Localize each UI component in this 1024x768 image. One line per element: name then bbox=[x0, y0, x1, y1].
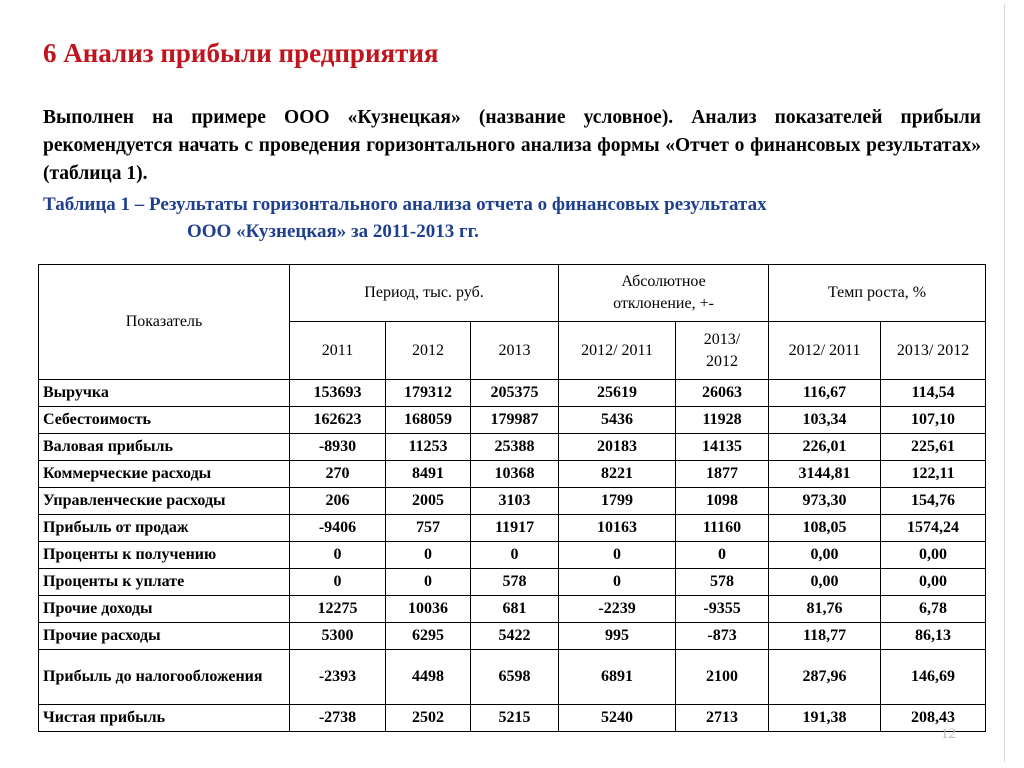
table-row bbox=[39, 488, 986, 515]
cell-v2011: 206 bbox=[290, 488, 386, 515]
cell-v2011: -2738 bbox=[290, 705, 386, 732]
header-growth-2012-2011: 2012/ 2011 bbox=[769, 322, 881, 380]
cell-d2: 26063 bbox=[676, 380, 769, 407]
cell-d2: 11928 bbox=[676, 407, 769, 434]
row-indicator-name: Управленческие расходы bbox=[39, 488, 290, 515]
cell-g1: 973,30 bbox=[769, 488, 881, 515]
cell-v2011: 12275 bbox=[290, 596, 386, 623]
cell-v2013: 5422 bbox=[471, 623, 559, 650]
cell-v2012: 4498 bbox=[386, 650, 471, 705]
cell-v2013: 578 bbox=[471, 569, 559, 596]
table-caption bbox=[43, 191, 981, 245]
table-row bbox=[39, 542, 986, 569]
table-row bbox=[39, 461, 986, 488]
cell-d2: 14135 bbox=[676, 434, 769, 461]
cell-v2011: -8930 bbox=[290, 434, 386, 461]
header-dev-2013-2012 bbox=[676, 322, 769, 380]
cell-g2: 86,13 bbox=[881, 623, 986, 650]
cell-g2: 154,76 bbox=[881, 488, 986, 515]
cell-d1: 10163 bbox=[559, 515, 676, 542]
cell-v2013: 11917 bbox=[471, 515, 559, 542]
cell-v2013: 5215 bbox=[471, 705, 559, 732]
table-caption-line2: ООО «Кузнецкая» за 2011-2013 гг. bbox=[187, 221, 479, 242]
cell-g2: 0,00 bbox=[881, 569, 986, 596]
cell-d1: 5240 bbox=[559, 705, 676, 732]
row-indicator-name: Прибыль от продаж bbox=[39, 515, 290, 542]
header-growth-rate: Темп роста, % bbox=[769, 265, 986, 322]
header-growth-2013-2012: 2013/ 2012 bbox=[881, 322, 986, 380]
page-number: 12 bbox=[941, 726, 956, 742]
table-row bbox=[39, 623, 986, 650]
row-indicator-name: Чистая прибыль bbox=[39, 705, 290, 732]
cell-v2013: 3103 bbox=[471, 488, 559, 515]
cell-g1: 103,34 bbox=[769, 407, 881, 434]
table-caption-line1: Таблица 1 – Результаты горизонтального анализа отчета о финансовых результатах bbox=[43, 194, 767, 215]
cell-g1: 226,01 bbox=[769, 434, 881, 461]
cell-d1: 8221 bbox=[559, 461, 676, 488]
table-row bbox=[39, 705, 986, 732]
cell-v2012: 0 bbox=[386, 569, 471, 596]
cell-d1: 5436 bbox=[559, 407, 676, 434]
cell-d1: 995 bbox=[559, 623, 676, 650]
cell-d1: -2239 bbox=[559, 596, 676, 623]
cell-g2: 114,54 bbox=[881, 380, 986, 407]
row-indicator-name: Валовая прибыль bbox=[39, 434, 290, 461]
cell-v2011: -9406 bbox=[290, 515, 386, 542]
cell-v2013: 681 bbox=[471, 596, 559, 623]
table-row bbox=[39, 569, 986, 596]
cell-v2011: 0 bbox=[290, 542, 386, 569]
cell-v2013: 0 bbox=[471, 542, 559, 569]
cell-g2: 6,78 bbox=[881, 596, 986, 623]
header-row-groups bbox=[39, 265, 986, 322]
cell-g2: 122,11 bbox=[881, 461, 986, 488]
cell-v2012: 10036 bbox=[386, 596, 471, 623]
cell-v2011: 162623 bbox=[290, 407, 386, 434]
table-row bbox=[39, 650, 986, 705]
cell-v2013: 205375 bbox=[471, 380, 559, 407]
cell-g1: 0,00 bbox=[769, 569, 881, 596]
cell-g1: 81,76 bbox=[769, 596, 881, 623]
cell-g1: 0,00 bbox=[769, 542, 881, 569]
cell-v2012: 179312 bbox=[386, 380, 471, 407]
table-row bbox=[39, 434, 986, 461]
cell-v2013: 179987 bbox=[471, 407, 559, 434]
cell-g1: 3144,81 bbox=[769, 461, 881, 488]
cell-d2: 11160 bbox=[676, 515, 769, 542]
slide-title: 6 Анализ прибыли предприятия bbox=[43, 38, 439, 68]
header-abs-deviation-line1: Абсолютное bbox=[621, 273, 706, 290]
cell-v2012: 8491 bbox=[386, 461, 471, 488]
cell-v2012: 6295 bbox=[386, 623, 471, 650]
cell-g1: 116,67 bbox=[769, 380, 881, 407]
cell-g1: 108,05 bbox=[769, 515, 881, 542]
header-abs-deviation-line2: отклонение, +- bbox=[613, 295, 714, 312]
cell-d1: 20183 bbox=[559, 434, 676, 461]
header-indicator: Показатель bbox=[39, 265, 290, 380]
financial-results-table bbox=[38, 264, 986, 732]
cell-v2011: -2393 bbox=[290, 650, 386, 705]
cell-v2011: 5300 bbox=[290, 623, 386, 650]
row-indicator-name: Проценты к уплате bbox=[39, 569, 290, 596]
cell-d2: 0 bbox=[676, 542, 769, 569]
cell-d2: -873 bbox=[676, 623, 769, 650]
row-indicator-name: Себестоимость bbox=[39, 407, 290, 434]
cell-v2012: 757 bbox=[386, 515, 471, 542]
cell-g2: 225,61 bbox=[881, 434, 986, 461]
cell-d1: 0 bbox=[559, 542, 676, 569]
header-dev-2013-2012-line2: 2012 bbox=[706, 352, 739, 370]
cell-g1: 287,96 bbox=[769, 650, 881, 705]
cell-d2: -9355 bbox=[676, 596, 769, 623]
table-row bbox=[39, 380, 986, 407]
cell-g2: 107,10 bbox=[881, 407, 986, 434]
cell-v2011: 153693 bbox=[290, 380, 386, 407]
cell-d2: 1098 bbox=[676, 488, 769, 515]
header-period: Период, тыс. руб. bbox=[290, 265, 559, 322]
header-dev-2012-2011: 2012/ 2011 bbox=[559, 322, 676, 380]
table-body bbox=[39, 380, 986, 732]
row-indicator-name: Прочие доходы bbox=[39, 596, 290, 623]
cell-g2: 0,00 bbox=[881, 542, 986, 569]
cell-d2: 578 bbox=[676, 569, 769, 596]
cell-d1: 25619 bbox=[559, 380, 676, 407]
row-indicator-name: Прибыль до налогообложения bbox=[39, 650, 290, 705]
table-row bbox=[39, 515, 986, 542]
row-indicator-name: Прочие расходы bbox=[39, 623, 290, 650]
cell-v2012: 2005 bbox=[386, 488, 471, 515]
header-2011: 2011 bbox=[290, 322, 386, 380]
cell-v2011: 270 bbox=[290, 461, 386, 488]
cell-d2: 2713 bbox=[676, 705, 769, 732]
intro-paragraph: Выполнен на примере ООО «Кузнецкая» (название условное). Анализ показателей прибыли рекомендуется начать с проведения горизонтального анализа формы «Отчет о финансовых результатах» (таблица 1). bbox=[43, 107, 981, 184]
cell-d1: 0 bbox=[559, 569, 676, 596]
header-2012: 2012 bbox=[386, 322, 471, 380]
header-abs-deviation bbox=[559, 265, 769, 322]
cell-v2013: 10368 bbox=[471, 461, 559, 488]
cell-v2013: 6598 bbox=[471, 650, 559, 705]
header-dev-2013-2012-line1: 2013/ bbox=[703, 330, 741, 348]
cell-v2011: 0 bbox=[290, 569, 386, 596]
cell-v2012: 168059 bbox=[386, 407, 471, 434]
cell-g1: 191,38 bbox=[769, 705, 881, 732]
cell-g2: 1574,24 bbox=[881, 515, 986, 542]
cell-d1: 1799 bbox=[559, 488, 676, 515]
cell-v2012: 11253 bbox=[386, 434, 471, 461]
header-2013: 2013 bbox=[471, 322, 559, 380]
cell-v2012: 2502 bbox=[386, 705, 471, 732]
cell-d1: 6891 bbox=[559, 650, 676, 705]
table-row bbox=[39, 596, 986, 623]
cell-g2: 208,43 bbox=[881, 705, 986, 732]
row-indicator-name: Выручка bbox=[39, 380, 290, 407]
cell-d2: 1877 bbox=[676, 461, 769, 488]
cell-g2: 146,69 bbox=[881, 650, 986, 705]
cell-v2012: 0 bbox=[386, 542, 471, 569]
row-indicator-name: Коммерческие расходы bbox=[39, 461, 290, 488]
cell-v2013: 25388 bbox=[471, 434, 559, 461]
row-indicator-name: Проценты к получению bbox=[39, 542, 290, 569]
cell-d2: 2100 bbox=[676, 650, 769, 705]
table-row bbox=[39, 407, 986, 434]
cell-g1: 118,77 bbox=[769, 623, 881, 650]
